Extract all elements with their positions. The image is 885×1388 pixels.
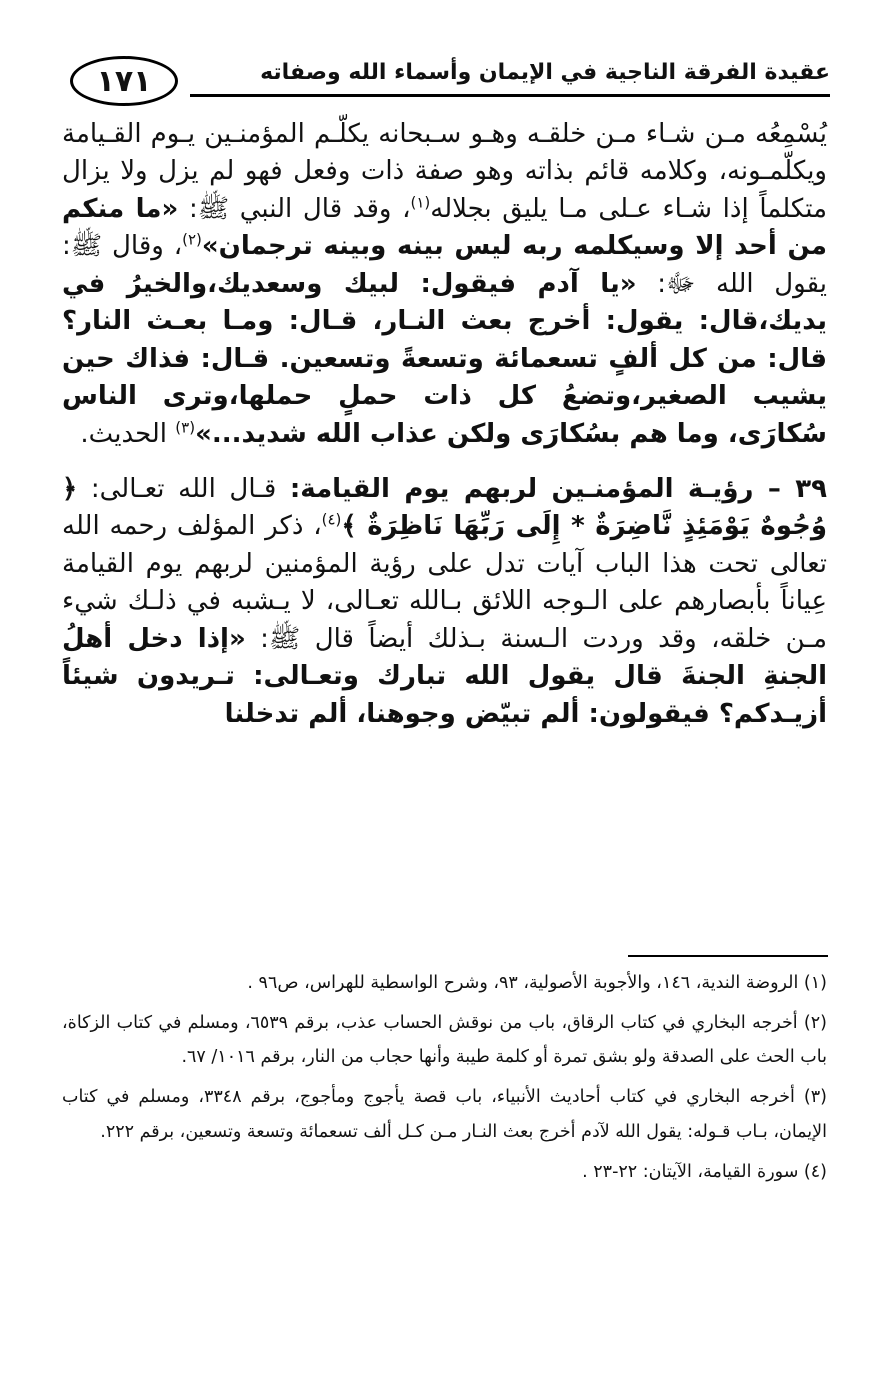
footnote: (١) الروضة الندية، ١٤٦، والأجوبة الأصولية، ٩٣، وشرح الواسطية للهراس، ص٩٦ .	[247, 973, 827, 993]
page-number: ١٧١	[70, 56, 178, 106]
footnote-ref: (٢)	[182, 230, 202, 249]
hadith-quote: «يا آدم فيقول: لبيك وسعديك،والخيرُ في يديك،قال: يقول: أخرج بعث النـار، قـال: ومـا بعـث النار؟ قال: من كل ألفٍ تسعمائة وتسعةً وتسعين. قـال: فذاك حين يشيب الصغير،وتضعُ كل ذات حملٍ حملها،وترى الناس سُكارَى، وما هم بسُكارَى ولكن عذاب الله شديد...»	[62, 268, 827, 449]
footnote-ref: (٣)	[175, 417, 196, 436]
text-run: ، وقال ﷺ: يقول الله ﷻ:	[62, 231, 827, 299]
footnote: (٣) أخرجه البخاري في كتاب أحاديث الأنبياء، باب قصة يأجوج ومأجوج، برقم ٣٣٤٨، ومسلم في كتاب الإيمان، بـاب قـوله: يقول الله لآدم أخرج بعث النـار مـن كـل ألف تسعمائة وتسعة وتسعين، برقم ٢٢٢.	[62, 1087, 827, 1142]
page-header	[70, 56, 830, 118]
section-heading: ٣٩ – رؤيـة المؤمنـين لربهم يوم القيامة:	[289, 473, 827, 504]
footnote: (٢) أخرجه البخاري في كتاب الرقاق، باب من نوقش الحساب عذب، برقم ٦٥٣٩، ومسلم في كتاب الزكاة، باب الحث على الصدقة ولو بشق تمرة أو كلمة طيبة وأنها حجاب من النار، برقم ١٠١٦/ ٦٧.	[62, 1013, 827, 1068]
text-run: ، وقد قال النبي ﷺ:	[178, 193, 411, 224]
paragraph-speech	[62, 116, 827, 453]
text-run: الحديث.	[80, 418, 176, 449]
footnote-ref: (١)	[410, 193, 431, 212]
running-title: عقيدة الفرقة الناجية في الإيمان وأسماء الله وصفاته	[260, 60, 830, 85]
footnote: (٤) سورة القيامة، الآيتان: ٢٢-٢٣ .	[582, 1161, 827, 1182]
paragraph-vision	[62, 471, 827, 733]
text-run: قـال الله تعـالى:	[77, 473, 290, 504]
footnote-ref: (٤)	[321, 510, 342, 529]
main-text	[62, 116, 827, 733]
footnote-separator	[628, 955, 828, 957]
hadith-quote: «ما منكم من أحد إلا وسيكلمه ربه ليس بينه وبينه ترجمان»	[62, 193, 827, 262]
hadith-quote: «إذا دخل أهلُ الجنةِ الجنةَ قال يقول الله تبارك وتعـالى: تـريدون شيئاً أزيـدكم؟ فيقولون: ألم تبيّض وجوهنا، ألم تدخلنا	[62, 623, 827, 729]
text-run: يُسْمِعُه مـن شـاء مـن خلقـه وهـو سـبحانه يكلّـم المؤمنـين يـوم القـيامة ويكلّمـونه، وكلامه قائم بذاته وهو صفة ذات وفعل فهو لم يزل ولا يزال متكلماً إذا شـاء عـلى مـا يليق بجلاله	[62, 119, 828, 224]
quran-verse: ﴿ وُجُوهٌ يَوْمَئِذٍ نَّاضِرَةٌ * إِلَى رَبِّهَا نَاظِرَةٌ ﴾	[62, 473, 827, 542]
footnotes	[62, 966, 827, 1195]
header-rule	[190, 94, 830, 97]
text-run: ، ذكر المؤلف رحمه الله تعالى تحت هذا الباب آيات تدل على رؤية المؤمنين لربهم يوم القيامة عِياناً بأبصارهم على الـوجه اللائق بـالله تعـالى، لا يـشبه في ذلـك شيء مـن خلقه، وقد وردت الـسنة بـذلك أيضاً قال ﷺ:	[62, 511, 827, 654]
